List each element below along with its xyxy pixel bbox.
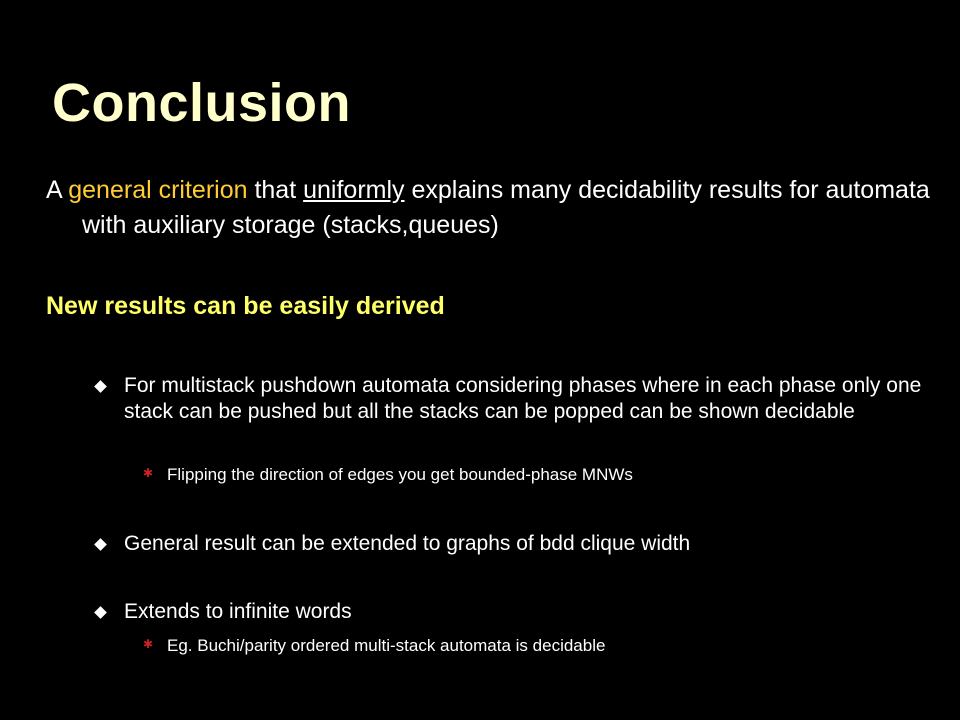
bullet-item: [96, 531, 926, 557]
intro-paragraph: [46, 173, 960, 243]
sub-bullet-item: [143, 635, 933, 657]
bullet-item: [96, 373, 926, 425]
bullet-text: Extends to infinite words: [124, 600, 352, 623]
star-bullet-icon: ✱: [143, 466, 154, 480]
intro-highlight: general criterion: [68, 176, 248, 204]
intro-underlined: uniformly: [303, 176, 405, 204]
slide-title: Conclusion: [52, 73, 351, 133]
sub-bullet-text: Flipping the direction of edges you get bounded-phase MNWs: [167, 465, 633, 484]
intro-text-part1: A: [46, 176, 69, 204]
intro-text-part3: explains many decidability results for automata with auxiliary storage (stacks,queues): [82, 176, 930, 239]
bullet-item: [96, 599, 926, 625]
bullet-text: General result can be extended to graphs of bdd clique width: [124, 532, 691, 555]
sub-bullet-item: [143, 464, 933, 486]
subheading: New results can be easily derived: [46, 292, 445, 320]
bullet-text: For multistack pushdown automata considering phases where in each phase only one stack can be pushed but all the stacks can be popped can be shown decidable: [124, 374, 922, 423]
star-bullet-icon: ✱: [143, 637, 154, 651]
intro-text-part2: that: [247, 176, 304, 204]
sub-bullet-text: Eg. Buchi/parity ordered multi-stack automata is decidable: [167, 636, 606, 655]
